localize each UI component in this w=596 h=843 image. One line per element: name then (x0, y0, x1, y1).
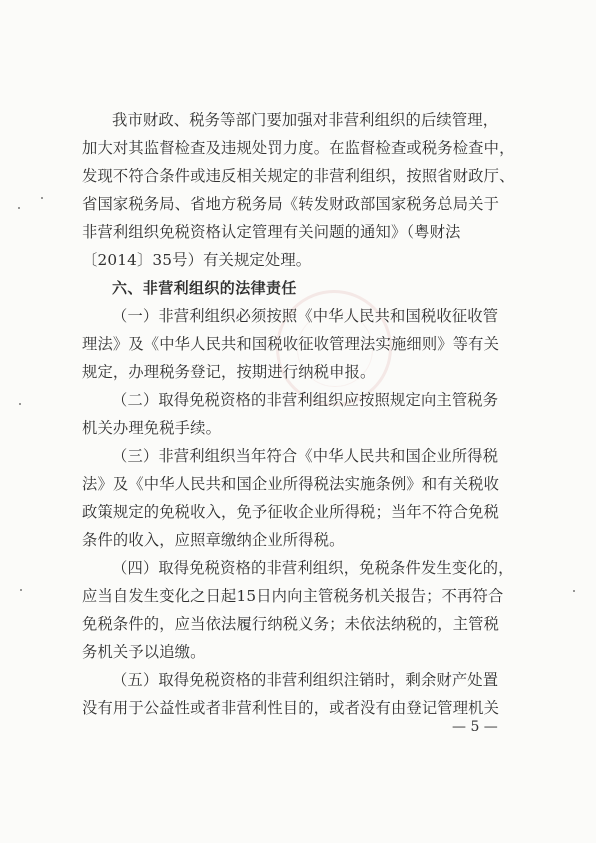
paragraph-line: 法》及《中华人民共和国企业所得税法实施条例》和有关税收 (82, 475, 500, 493)
margin-dot (41, 197, 43, 199)
paragraph-line: 应当自发生变化之日起15日内向主管税务机关报告；不再符合 (82, 587, 504, 605)
paragraph-line: 规定，办理税务登记，按期进行纳税申报。 (82, 363, 376, 381)
paragraph-line: 发现不符合条件或违反相关规定的非营利组织，按照省财政厅、 (82, 167, 515, 185)
paragraph-line: （二）取得免税资格的非营利组织应按照规定向主管税务 (112, 391, 499, 409)
margin-dot (20, 589, 22, 591)
paragraph-line: 省国家税务局、省地方税务局《转发财政部国家税务总局关于 (82, 195, 500, 213)
page-number: — 5 — (452, 719, 498, 735)
paragraph-line: （三）非营利组织当年符合《中华人民共和国企业所得税 (112, 447, 499, 465)
paragraph-line: （五）取得免税资格的非营利组织注销时，剩余财产处置 (112, 671, 499, 689)
paragraph-line: 务机关予以追缴。 (82, 643, 206, 661)
margin-dot (19, 403, 21, 405)
paragraph-line: 〔2014〕35号）有关规定处理。 (82, 251, 312, 269)
paragraph-line: 机关办理免税手续。 (82, 419, 222, 437)
section-heading: 六、非营利组织的法律责任 (112, 279, 297, 297)
paragraph-line: 理法》及《中华人民共和国税收征收管理法实施细则》等有关 (82, 335, 500, 353)
paragraph-line: 我市财政、税务等部门要加强对非营利组织的后续管理， (112, 111, 499, 129)
paragraph-line: （一）非营利组织必须按照《中华人民共和国税收征收管 (112, 307, 499, 325)
paragraph-line: 非营利组织免税资格认定管理有关问题的通知》（粤财法 (82, 223, 461, 241)
paragraph-line: 条件的收入，应照章缴纳企业所得税。 (82, 531, 345, 549)
paragraph-line: 加大对其监督检查及违规处罚力度。在监督检查或税务检查中， (82, 139, 515, 157)
paragraph-line: 没有用于公益性或者非营利性目的，或者没有由登记管理机关 (82, 699, 500, 717)
paragraph-line: 政策规定的免税收入，免予征收企业所得税；当年不符合免税 (82, 503, 500, 521)
paragraph-line: 免税条件的，应当依法履行纳税义务；未依法纳税的，主管税 (82, 615, 500, 633)
margin-dot (18, 207, 20, 209)
body-text (82, 106, 520, 722)
paragraph-line: （四）取得免税资格的非营利组织，免税条件发生变化的， (112, 559, 514, 577)
margin-dot (573, 590, 575, 592)
